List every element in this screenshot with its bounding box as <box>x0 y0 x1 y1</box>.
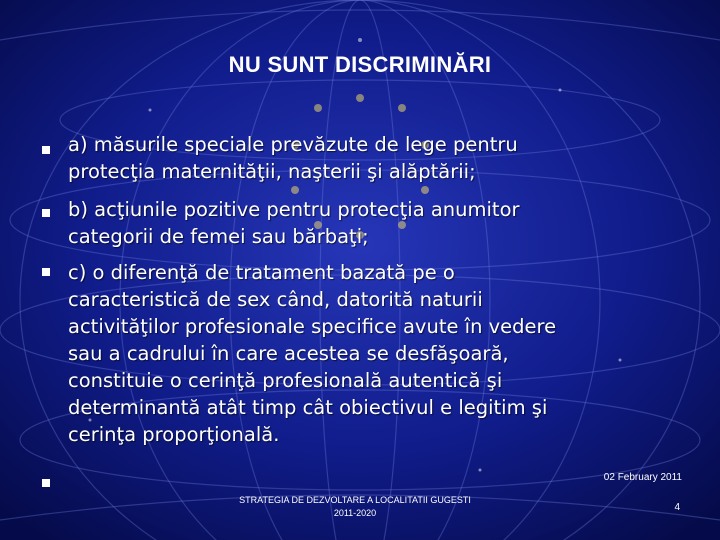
slide-footer: STRATEGIA DE DEZVOLTARE A LOCALITATII GUGESTI 2011-2020 <box>239 495 471 518</box>
bullet-square <box>42 146 50 154</box>
list-item: c) o diferenţă de tratament bazată pe o caracteristică de sex când, datorită naturii activităţilor profesionale specifice avute în vedere sau a cadrului în care acestea se desfăşoară, constituie o cerinţă profesională autentică şi determinantă atât timp cât obiectivul e legitim şi cerinţa proporţională. <box>68 261 557 446</box>
list-item: a) măsurile speciale prevăzute de lege pentru protecţia maternităţii, naşterii şi alăptării; <box>68 133 518 183</box>
slide-title: NU SUNT DISCRIMINĂRI <box>228 52 492 77</box>
page-number: 4 <box>674 502 680 513</box>
bullet-square <box>42 479 50 487</box>
slide-date: 02 February 2011 <box>603 472 682 483</box>
bullet-square <box>42 209 50 217</box>
bullet-square <box>42 268 50 276</box>
list-item: b) acţiunile pozitive pentru protecţia anumitor categorii de femei sau bărbaţi; <box>68 198 520 248</box>
